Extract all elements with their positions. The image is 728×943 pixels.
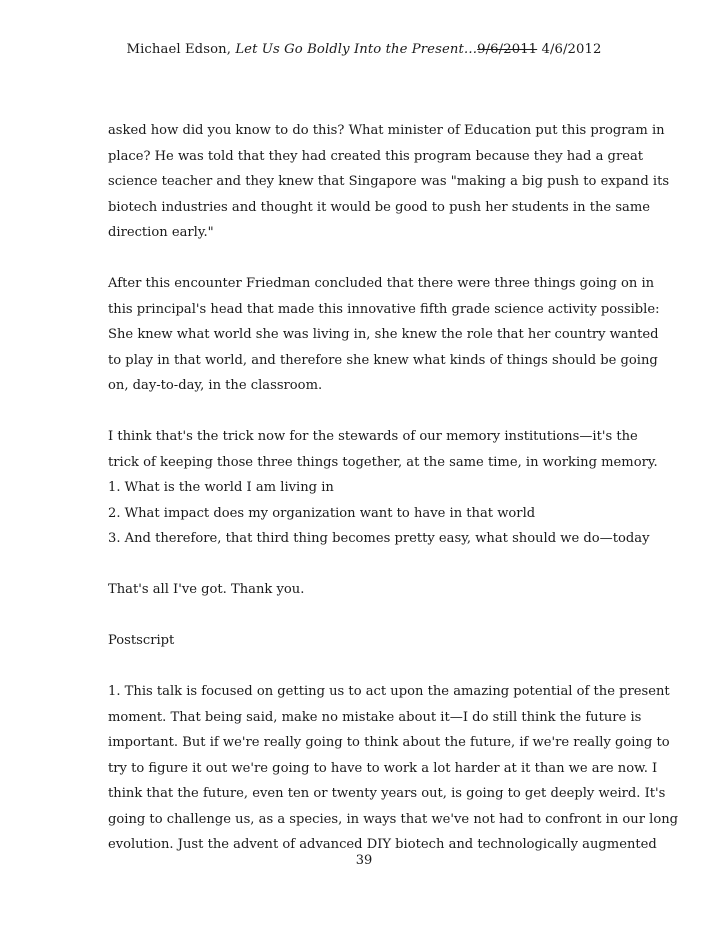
text-line: That's all I've got. Thank you. [108, 582, 305, 597]
running-header [0, 42, 728, 57]
text-line: 1. This talk is focused on getting us to act upon the amazing potential of the present [108, 684, 670, 699]
header-struck-date: 9/6/2011 [477, 42, 538, 57]
text-line: She knew what world she was living in, she knew the role that her country wanted [108, 327, 659, 342]
paragraph [108, 577, 628, 603]
text-line: asked how did you know to do this? What minister of Education put this program in [108, 123, 665, 138]
text-line: I think that's the trick now for the stewards of our memory institutions—it's the [108, 429, 638, 444]
text-line: biotech industries and thought it would be good to push her students in the same [108, 199, 651, 215]
text-line: 3. And therefore, that third thing becomes pretty easy, what should we do—today [108, 531, 650, 546]
text-line: this principal's head that made this innovative fifth grade science activity possible: [108, 301, 660, 317]
text-line: Postscript [108, 633, 175, 648]
text-line: evolution. Just the advent of advanced DIY biotech and technologically augmented [108, 837, 657, 852]
text-line: think that the future, even ten or twenty years out, is going to get deeply weird. It's [108, 786, 666, 801]
header-title: Let Us Go Boldly Into the Present… [235, 42, 478, 57]
text-line: place? He was told that they had created this program because they had a great [108, 148, 644, 164]
text-line: try to figure it out we're going to have to work a lot harder at it than we are now. I [108, 760, 658, 776]
text-line: 2. What impact does my organization want to have in that world [108, 505, 536, 521]
paragraph [108, 424, 658, 552]
paragraph-gap [108, 603, 628, 629]
paragraph-gap [108, 552, 628, 578]
text-line: on, day-to-day, in the classroom. [108, 378, 323, 393]
paragraph [108, 118, 670, 246]
paragraph [108, 679, 679, 858]
text-line: After this encounter Friedman concluded that there were three things going on in [108, 276, 655, 291]
text-line: important. But if we're really going to think about the future, if we're really going to [108, 735, 670, 750]
text-line: going to challenge us, as a species, in ways that we've not had to confront in our long [108, 811, 679, 827]
header-date: 4/6/2012 [537, 42, 602, 57]
paragraph-gap [108, 654, 628, 680]
text-line: trick of keeping those three things together, at the same time, in working memory. [108, 454, 658, 470]
paragraph-gap [108, 246, 628, 272]
text-line: moment. That being said, make no mistake about it—I do still think the future is [108, 709, 642, 725]
text-line: science teacher and they knew that Singapore was "making a big push to expand its [108, 174, 670, 189]
header-author: Michael Edson, [126, 42, 236, 57]
text-line: direction early." [108, 225, 214, 240]
paragraph [108, 271, 660, 399]
body-text [108, 118, 679, 858]
page-number: 39 [355, 853, 373, 868]
paragraph-gap [108, 399, 628, 425]
text-line: to play in that world, and therefore she knew what kinds of things should be going [108, 352, 658, 368]
paragraph [108, 628, 628, 654]
text-line: 1. What is the world I am living in [108, 480, 334, 495]
